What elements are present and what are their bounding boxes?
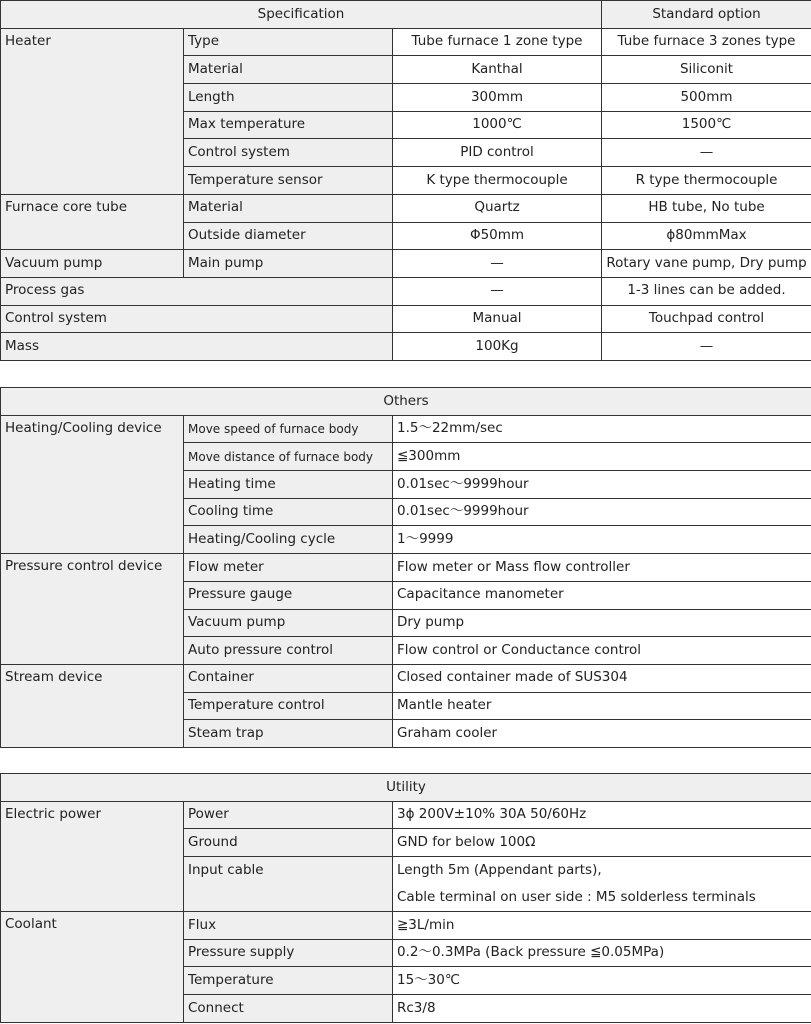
group-label-stream-device: Stream device xyxy=(1,664,184,747)
item-label: Max temperature xyxy=(184,111,393,139)
item-label: Vacuum pump xyxy=(184,609,393,637)
spec-value: K type thermocouple xyxy=(393,167,602,195)
value: ≦300mm xyxy=(393,443,811,471)
value: Dry pump xyxy=(393,609,811,637)
item-label: Container xyxy=(184,664,393,692)
item-label: Steam trap xyxy=(184,720,393,748)
value: Graham cooler xyxy=(393,720,811,748)
value: 3ϕ 200V±10% 30A 50/60Hz xyxy=(393,801,811,829)
row-label-process-gas: Process gas xyxy=(1,277,393,305)
value: Flow meter or Mass flow controller xyxy=(393,554,811,582)
spec-value: 100Kg xyxy=(393,333,602,361)
specification-table xyxy=(0,0,811,361)
value: Flow control or Conductance control xyxy=(393,637,811,665)
item-label: Temperature control xyxy=(184,692,393,720)
item-label: Move speed of furnace body xyxy=(184,415,393,443)
std-value: 500mm xyxy=(602,84,811,112)
group-label-furnace-core-tube: Furnace core tube xyxy=(1,194,184,249)
others-table xyxy=(0,387,811,748)
item-label: Temperature xyxy=(184,967,393,995)
value: 1.5～22mm/sec xyxy=(393,415,811,443)
group-label-heating-cooling-device: Heating/Cooling device xyxy=(1,415,184,553)
value-line-2: Cable terminal on user side : M5 solderless terminals xyxy=(397,889,756,906)
value: 0.01sec～9999hour xyxy=(393,471,811,499)
spec-value: Φ50mm xyxy=(393,222,602,250)
item-label: Heating/Cooling cycle xyxy=(184,526,393,554)
std-value: R type thermocouple xyxy=(602,167,811,195)
std-value: — xyxy=(602,139,811,167)
group-label-heater: Heater xyxy=(1,28,184,194)
spec-value: 300mm xyxy=(393,84,602,112)
value-line-1: Length 5m (Appendant parts), xyxy=(397,862,602,879)
group-label-pressure-control-device: Pressure control device xyxy=(1,554,184,665)
value: Capacitance manometer xyxy=(393,581,811,609)
item-label: Heating time xyxy=(184,471,393,499)
group-label-vacuum-pump: Vacuum pump xyxy=(1,250,184,278)
specification-header: Specification xyxy=(1,1,602,29)
value: Closed container made of SUS304 xyxy=(393,664,811,692)
row-label-control-system: Control system xyxy=(1,305,393,333)
item-label: Outside diameter xyxy=(184,222,393,250)
std-value: ϕ80mmMax xyxy=(602,222,811,250)
spec-value: Tube furnace 1 zone type xyxy=(393,28,602,56)
std-value: HB tube, No tube xyxy=(602,194,811,222)
value-multiline xyxy=(393,857,811,912)
item-label: Type xyxy=(184,28,393,56)
spec-value: PID control xyxy=(393,139,602,167)
item-label: Cooling time xyxy=(184,498,393,526)
std-value: Touchpad control xyxy=(602,305,811,333)
spec-value: — xyxy=(393,250,602,278)
item-label: Flow meter xyxy=(184,554,393,582)
item-label: Connect xyxy=(184,995,393,1023)
value: 15～30℃ xyxy=(393,967,811,995)
spec-value: — xyxy=(393,277,602,305)
std-value: Siliconit xyxy=(602,56,811,84)
utility-table xyxy=(0,773,811,1023)
spec-value: 1000℃ xyxy=(393,111,602,139)
value: 0.01sec～9999hour xyxy=(393,498,811,526)
std-value: Rotary vane pump, Dry pump xyxy=(602,250,811,278)
group-label-coolant: Coolant xyxy=(1,912,184,1023)
std-value: 1500℃ xyxy=(602,111,811,139)
std-value: Tube furnace 3 zones type xyxy=(602,28,811,56)
std-value: — xyxy=(602,333,811,361)
row-label-mass: Mass xyxy=(1,333,393,361)
item-label: Input cable xyxy=(184,857,393,912)
item-label: Main pump xyxy=(184,250,393,278)
group-label-electric-power: Electric power xyxy=(1,801,184,911)
spec-value: Kanthal xyxy=(393,56,602,84)
utility-header: Utility xyxy=(1,774,811,802)
spec-value: Manual xyxy=(393,305,602,333)
value: Rc3/8 xyxy=(393,995,811,1023)
value: 1～9999 xyxy=(393,526,811,554)
value: 0.2～0.3MPa (Back pressure ≦0.05MPa) xyxy=(393,939,811,967)
item-label: Material xyxy=(184,56,393,84)
item-label: Ground xyxy=(184,829,393,857)
item-label: Pressure supply xyxy=(184,939,393,967)
item-label: Material xyxy=(184,194,393,222)
standard-option-header: Standard option xyxy=(602,1,811,29)
item-label: Move distance of furnace body xyxy=(184,443,393,471)
spec-value: Quartz xyxy=(393,194,602,222)
item-label: Temperature sensor xyxy=(184,167,393,195)
item-label: Control system xyxy=(184,139,393,167)
std-value: 1-3 lines can be added. xyxy=(602,277,811,305)
value: ≧3L/min xyxy=(393,912,811,940)
value: Mantle heater xyxy=(393,692,811,720)
item-label: Flux xyxy=(184,912,393,940)
item-label: Power xyxy=(184,801,393,829)
item-label: Auto pressure control xyxy=(184,637,393,665)
item-label: Pressure gauge xyxy=(184,581,393,609)
item-label: Length xyxy=(184,84,393,112)
others-header: Others xyxy=(1,388,811,416)
value: GND for below 100Ω xyxy=(393,829,811,857)
